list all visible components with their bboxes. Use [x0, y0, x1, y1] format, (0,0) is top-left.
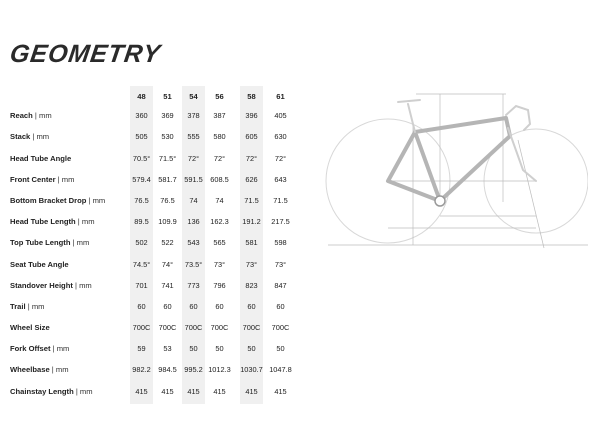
table-row	[0, 340, 300, 361]
table-cell: 53	[163, 344, 172, 354]
row-label	[10, 111, 52, 120]
table-cell: 823	[245, 280, 258, 290]
table-cell: 565	[213, 238, 226, 248]
table-row	[0, 319, 300, 340]
table-cell: 581.7	[158, 174, 177, 184]
fork	[508, 128, 536, 181]
table-row	[0, 361, 300, 382]
table-cell: 70.5°	[132, 153, 151, 163]
table-cell: 415	[135, 386, 148, 396]
table-cell: 73°	[245, 259, 258, 269]
table-row	[0, 256, 300, 277]
table-cell: 1012.3	[208, 365, 231, 375]
row-label	[10, 365, 69, 374]
row-unit: mm	[31, 301, 45, 311]
table-cell: 555	[187, 132, 200, 142]
table-cell: 136	[187, 217, 200, 227]
size-header-cell: 48	[137, 92, 146, 101]
table-row	[0, 171, 300, 192]
row-unit: mm	[92, 195, 106, 205]
table-cell: 369	[161, 111, 174, 121]
table-row	[0, 383, 300, 404]
row-unit: mm	[76, 238, 90, 248]
table-cell: 360	[135, 111, 148, 121]
row-label-text: Fork Offset	[10, 344, 51, 354]
row-label	[10, 132, 49, 141]
table-cell: 74°	[161, 259, 174, 269]
row-label	[10, 238, 89, 247]
table-cell: 162.3	[210, 217, 229, 227]
table-cell: 415	[187, 386, 200, 396]
table-cell: 700C	[132, 323, 151, 333]
table-cell: 76.5	[160, 195, 175, 205]
table-cell: 773	[187, 280, 200, 290]
row-unit: mm	[56, 344, 70, 354]
table-cell: 60	[189, 301, 198, 311]
row-unit: mm	[61, 174, 75, 184]
bottom-bracket	[435, 196, 445, 206]
row-label-text: Trail	[10, 301, 26, 311]
table-cell: 415	[213, 386, 226, 396]
row-unit: mm	[39, 111, 52, 121]
row-label	[10, 302, 44, 311]
table-cell: 74	[189, 195, 198, 205]
row-label	[10, 281, 92, 290]
row-unit: mm	[36, 132, 50, 142]
table-cell: 405	[274, 111, 287, 121]
row-unit: mm	[79, 280, 92, 290]
size-header-cell: 54	[189, 92, 198, 101]
row-label-text: Front Center	[10, 174, 56, 184]
table-cell: 700C	[158, 323, 177, 333]
table-row	[0, 192, 300, 213]
row-label	[10, 387, 93, 396]
unit-separator: |	[70, 238, 77, 248]
table-row	[0, 298, 300, 319]
table-cell: 72°	[187, 153, 200, 163]
row-label-text: Head Tube Length	[10, 217, 76, 227]
table-cell: 700C	[242, 323, 261, 333]
row-label-text: Chainstay Length	[10, 386, 74, 396]
table-cell: 217.5	[271, 217, 290, 227]
table-cell: 581	[245, 238, 258, 248]
row-label-text: Top Tube Length	[10, 238, 71, 248]
table-cell: 605	[245, 132, 258, 142]
table-cell: 579.4	[132, 174, 151, 184]
table-cell: 415	[245, 386, 258, 396]
table-cell: 700C	[210, 323, 229, 333]
table-cell: 982.2	[132, 365, 151, 375]
table-cell: 643	[274, 174, 287, 184]
table-cell: 50	[215, 344, 224, 354]
table-cell: 387	[213, 111, 226, 121]
size-header-cell: 51	[163, 92, 172, 101]
row-label	[10, 154, 71, 163]
size-header-cell: 58	[247, 92, 256, 101]
row-label-text: Stack	[10, 132, 31, 142]
table-cell: 60	[276, 301, 285, 311]
table-row	[0, 277, 300, 298]
table-cell: 72°	[274, 153, 287, 163]
table-cell: 89.5	[134, 217, 149, 227]
table-cell: 630	[274, 132, 287, 142]
table-cell: 415	[274, 386, 287, 396]
table-cell: 984.5	[158, 365, 177, 375]
unit-separator: |	[75, 217, 82, 227]
table-cell: 74.5°	[132, 259, 151, 269]
table-cell: 59	[137, 344, 146, 354]
table-row	[0, 234, 300, 255]
table-cell: 1030.7	[240, 365, 263, 375]
row-label	[10, 260, 69, 269]
main-triangle	[415, 118, 510, 201]
table-cell: 608.5	[210, 174, 229, 184]
row-label	[10, 196, 105, 205]
unit-separator: |	[73, 386, 80, 396]
table-cell: 580	[213, 132, 226, 142]
row-unit: mm	[79, 386, 93, 396]
table-cell: 543	[187, 238, 200, 248]
rear-triangle	[388, 132, 440, 201]
dim-line-trail	[518, 140, 544, 248]
table-cell: 700C	[184, 323, 203, 333]
table-cell: 626	[245, 174, 258, 184]
table-cell: 995.2	[184, 365, 203, 375]
table-cell: 73°	[213, 259, 226, 269]
page-title: GEOMETRY	[8, 40, 163, 68]
table-cell: 50	[276, 344, 285, 354]
table-cell: 60	[163, 301, 172, 311]
row-label-text: Wheel Size	[10, 323, 50, 333]
table-cell: 505	[135, 132, 148, 142]
table-cell: 71.5	[244, 195, 259, 205]
table-cell: 76.5	[134, 195, 149, 205]
table-cell: 522	[161, 238, 174, 248]
row-label-text: Standover Height	[10, 280, 73, 290]
table-cell: 109.9	[158, 217, 177, 227]
table-cell: 50	[189, 344, 198, 354]
saddle	[398, 100, 420, 102]
table-cell: 72°	[245, 153, 258, 163]
unit-separator: |	[30, 132, 37, 142]
table-cell: 72°	[213, 153, 226, 163]
table-cell: 847	[274, 280, 287, 290]
row-unit: mm	[55, 365, 69, 375]
table-cell: 1047.8	[269, 365, 292, 375]
size-header-cell: 56	[215, 92, 224, 101]
unit-separator: |	[86, 195, 93, 205]
table-cell: 73.5°	[184, 259, 203, 269]
table-cell: 796	[213, 280, 226, 290]
row-unit: mm	[81, 217, 95, 227]
table-cell: 60	[247, 301, 256, 311]
table-cell: 50	[247, 344, 256, 354]
row-label-text: Head Tube Angle	[10, 153, 72, 163]
row-label	[10, 175, 74, 184]
unit-separator: |	[32, 111, 39, 121]
table-cell: 700C	[271, 323, 290, 333]
table-cell: 71.5°	[158, 153, 177, 163]
table-row	[0, 128, 300, 149]
row-label-text: Reach	[10, 111, 33, 121]
geometry-table	[0, 86, 300, 404]
row-label	[10, 323, 50, 332]
table-cell: 741	[161, 280, 174, 290]
size-header-row	[0, 86, 300, 107]
row-label-text: Seat Tube Angle	[10, 259, 69, 269]
table-cell: 378	[187, 111, 200, 121]
table-cell: 591.5	[184, 174, 203, 184]
unit-separator: |	[50, 344, 57, 354]
table-cell: 701	[135, 280, 148, 290]
table-row	[0, 150, 300, 171]
unit-separator: |	[25, 301, 32, 311]
size-header-cell: 61	[276, 92, 285, 101]
table-row	[0, 213, 300, 234]
table-cell: 530	[161, 132, 174, 142]
table-cell: 73°	[274, 259, 287, 269]
bike-geometry-diagram	[318, 70, 588, 260]
row-label-text: Wheelbase	[10, 365, 50, 375]
row-label	[10, 217, 95, 226]
table-cell: 191.2	[242, 217, 261, 227]
unit-separator: |	[49, 365, 56, 375]
table-cell: 502	[135, 238, 148, 248]
row-label-text: Bottom Bracket Drop	[10, 195, 87, 205]
seatpost	[408, 104, 415, 132]
table-cell: 396	[245, 111, 258, 121]
unit-separator: |	[72, 280, 80, 290]
table-cell: 415	[161, 386, 174, 396]
table-cell: 71.5	[273, 195, 288, 205]
table-cell: 598	[274, 238, 287, 248]
table-cell: 60	[137, 301, 146, 311]
row-label	[10, 344, 69, 353]
table-cell: 74	[215, 195, 224, 205]
unit-separator: |	[55, 174, 62, 184]
table-cell: 60	[215, 301, 224, 311]
table-row	[0, 107, 300, 128]
